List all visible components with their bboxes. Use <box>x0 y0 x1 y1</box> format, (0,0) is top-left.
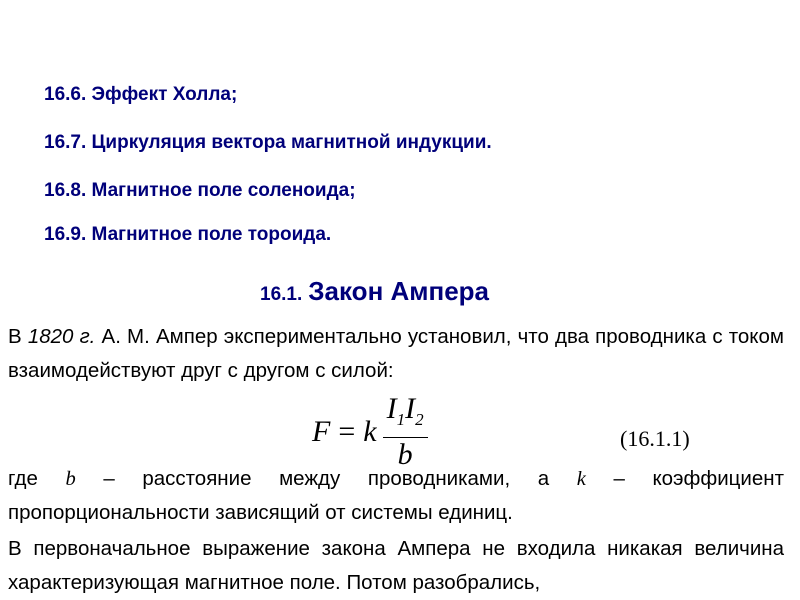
formula-lhs: F <box>312 415 331 448</box>
para-text: – расстояние между проводниками, а <box>75 467 577 490</box>
toc-item-16-8: 16.8. Магнитное поле соленоида; <box>44 180 356 201</box>
var-k: k <box>576 468 586 490</box>
toc-item-16-9: 16.9. Магнитное поле тороида. <box>44 224 332 245</box>
section-number: 16.1. <box>260 284 303 305</box>
formula-I2: I <box>405 392 416 425</box>
section-title: Закон Ампера <box>308 276 490 306</box>
formula-k: k <box>363 415 377 448</box>
para-text: – коэффициент пропорциональности зависящий от системы единиц. <box>8 467 784 524</box>
paragraph-intro <box>8 320 784 388</box>
section-heading <box>260 276 489 307</box>
para-text: В <box>8 325 28 348</box>
ampere-formula <box>312 392 428 471</box>
formula-equals: = <box>338 415 356 448</box>
var-b: b <box>65 468 76 490</box>
para-text: где <box>8 467 66 490</box>
formula-sub2: 2 <box>415 410 424 429</box>
para-text: А. М. Ампер экспериментально установил, что два проводника с током взаимодействуют друг с другом с силой: <box>8 325 785 382</box>
formula-sub1: 1 <box>396 410 406 429</box>
formula-I1: I <box>386 392 397 425</box>
toc-item-16-7: 16.7. Циркуляция вектора магнитной индукции. <box>44 132 492 153</box>
equation-number: (16.1.1) <box>620 426 690 451</box>
year-text: 1820 г. <box>27 325 96 348</box>
formula-numerator <box>383 394 428 438</box>
formula-fraction <box>383 394 428 470</box>
paragraph-continuation: В первоначальное выражение закона Ампера не входила никакая величина характеризующая магнитное поле. Потом разобрались, <box>8 537 784 594</box>
paragraph-definitions <box>8 462 784 530</box>
formula-denominator: b <box>397 438 413 471</box>
toc-item-16-6: 16.6. Эффект Холла; <box>44 84 238 105</box>
